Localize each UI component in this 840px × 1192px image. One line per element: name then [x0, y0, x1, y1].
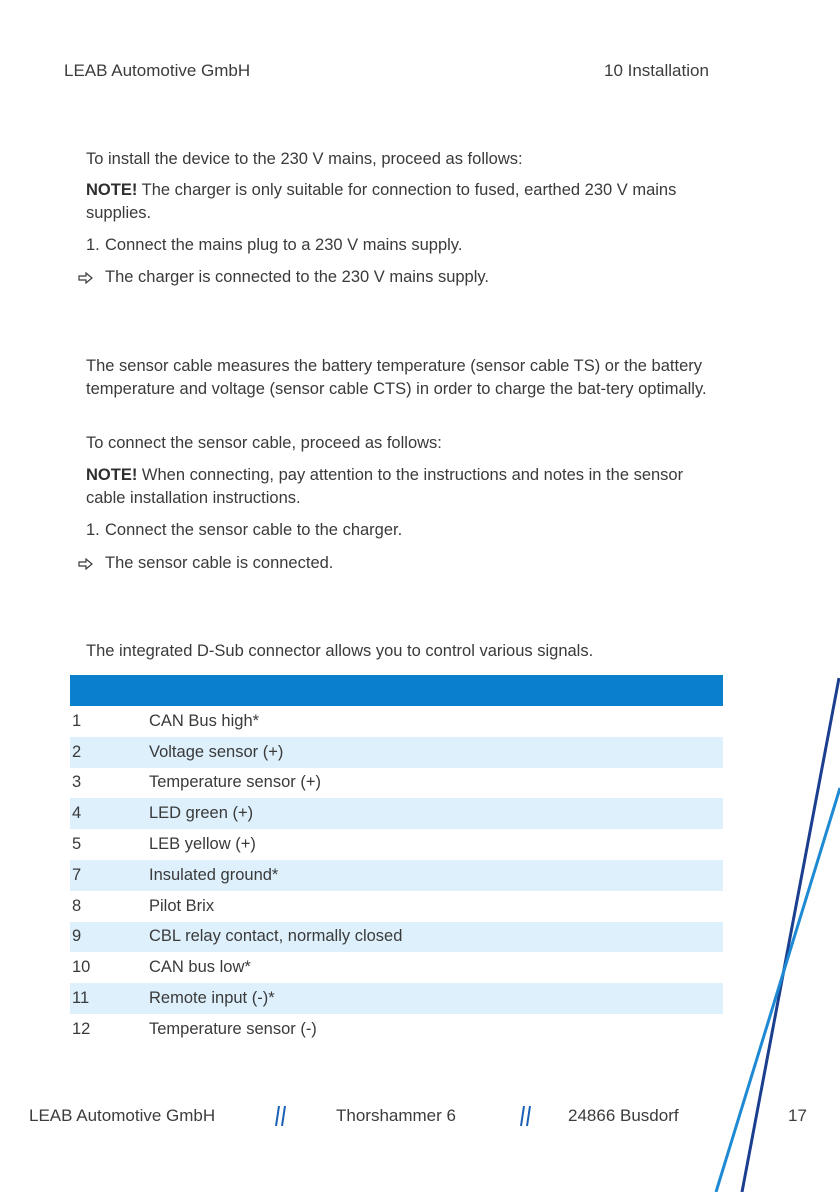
header-section: 10 Installation	[604, 61, 709, 80]
pin-number: 7	[72, 865, 82, 884]
note-label: NOTE!	[86, 466, 138, 484]
sensor-step	[86, 521, 402, 540]
pin-signal: CAN Bus high*	[149, 711, 260, 730]
pin-table	[70, 675, 723, 1045]
table-row	[70, 891, 723, 922]
footer-separator-icon	[273, 1104, 289, 1128]
result-arrow-icon	[78, 554, 105, 573]
page-number: 17	[788, 1106, 807, 1125]
footer-city: 24866 Busdorf	[568, 1106, 679, 1125]
sensor-note	[86, 464, 726, 510]
footer-separator-icon	[518, 1104, 534, 1128]
pin-number: 11	[72, 989, 90, 1008]
header-company: LEAB Automotive GmbH	[64, 61, 251, 80]
result-arrow-icon	[78, 268, 105, 287]
table-row	[70, 798, 723, 829]
pin-number: 9	[72, 927, 82, 946]
table-row	[70, 768, 723, 799]
note-text: The charger is only suitable for connection to fused, earthed 230 V mains supplies.	[86, 181, 677, 222]
sensor-intro: The sensor cable measures the battery temperature (sensor cable TS) or the battery temperature and voltage (sensor cable CTS) in order to charge the bat-tery optimally.	[86, 357, 707, 398]
footer-company: LEAB Automotive GmbH	[29, 1106, 216, 1125]
pin-signal: CBL relay contact, normally closed	[149, 927, 403, 946]
stripe-light	[716, 788, 840, 1192]
table-row	[70, 952, 723, 983]
step-text: Connect the sensor cable to the charger.	[105, 521, 403, 539]
pin-signal: Remote input (-)*	[149, 989, 275, 1008]
table-row	[70, 983, 723, 1014]
footer-street: Thorshammer 6	[336, 1106, 456, 1125]
mains-intro: To install the device to the 230 V mains, proceed as follows:	[86, 150, 523, 168]
pin-signal: Temperature sensor (+)	[149, 773, 321, 792]
pin-number: 4	[72, 804, 82, 823]
sensor-intro2: To connect the sensor cable, proceed as follows:	[86, 434, 442, 452]
table-header	[70, 675, 723, 706]
table-row	[70, 1014, 723, 1045]
pin-number: 8	[72, 896, 82, 915]
pin-signal: Insulated ground*	[149, 865, 279, 884]
pin-signal: Pilot Brix	[149, 896, 215, 915]
note-text: When connecting, pay attention to the instructions and notes in the sensor cable installation instructions.	[86, 466, 684, 507]
mains-step	[86, 236, 462, 255]
pin-number: 2	[72, 742, 82, 761]
dsub-intro: The integrated D-Sub connector allows you to control various signals.	[86, 642, 594, 660]
table-row	[70, 860, 723, 891]
mains-note	[86, 179, 726, 225]
pin-signal: Voltage sensor (+)	[149, 742, 284, 761]
step-number: 1.	[86, 236, 100, 254]
table-row	[70, 922, 723, 953]
pin-number: 5	[72, 835, 82, 854]
table-row	[70, 829, 723, 860]
mains-result	[78, 268, 489, 287]
pin-number: 3	[72, 773, 82, 792]
sensor-result	[78, 554, 333, 573]
pin-signal: Temperature sensor (-)	[149, 1019, 317, 1038]
pin-number: 12	[72, 1019, 91, 1038]
table-body	[70, 706, 723, 1045]
table-row	[70, 706, 723, 737]
pin-signal: CAN bus low*	[149, 958, 251, 977]
table-row	[70, 737, 723, 768]
pin-number: 10	[72, 958, 91, 977]
pin-signal: LEB yellow (+)	[149, 835, 256, 854]
note-label: NOTE!	[86, 181, 138, 199]
step-number: 1.	[86, 521, 100, 539]
result-text: The sensor cable is connected.	[105, 554, 334, 572]
pin-signal: LED green (+)	[149, 804, 254, 823]
pin-number: 1	[72, 711, 82, 730]
step-text: Connect the mains plug to a 230 V mains supply.	[105, 236, 463, 254]
result-text: The charger is connected to the 230 V mains supply.	[105, 268, 489, 286]
decorative-stripes	[700, 660, 840, 1192]
